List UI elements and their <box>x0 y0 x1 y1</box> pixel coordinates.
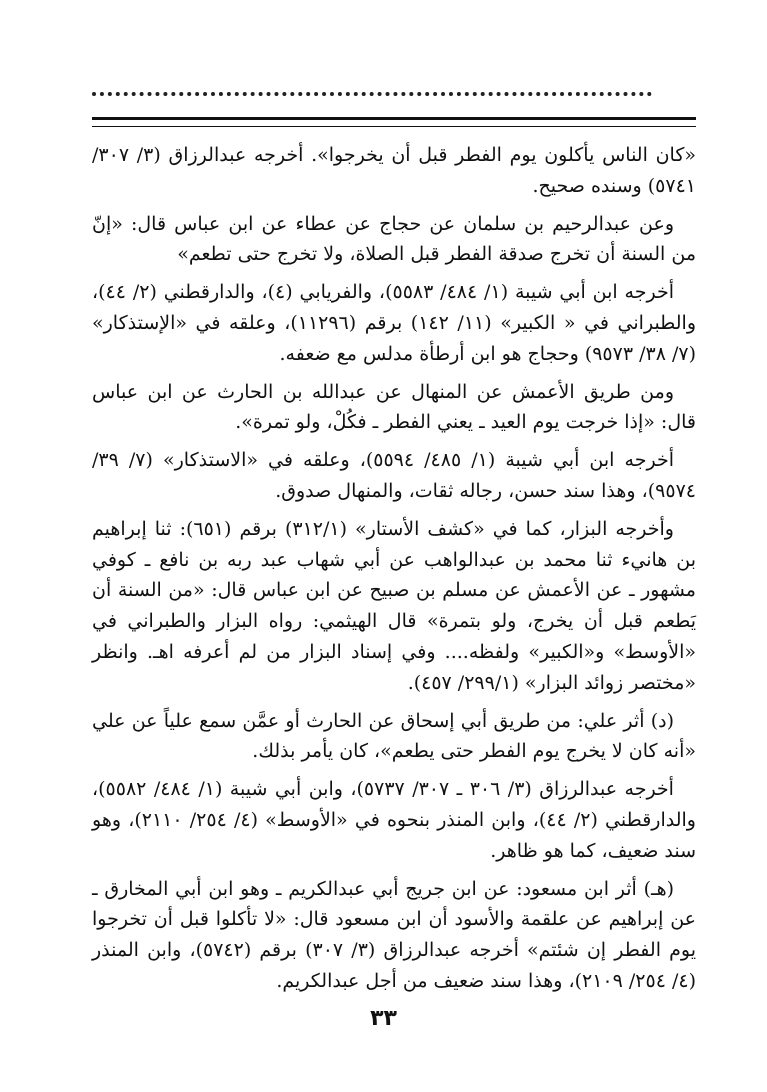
paragraph-7: (د) أثر علي: من طريق أبي إسحاق عن الحارث أو عمَّن سمع علياً عن علي «أنه كان لا يخرج يوم الفطر حتى يطعم»، كان يأمر بذلك. <box>92 709 696 763</box>
page-body <box>92 140 696 1004</box>
header-rule-thin <box>92 126 696 127</box>
paragraph-9: (هـ) أثر ابن مسعود: عن ابن جريج أبي عبدالكريم ـ وهو ابن أبي المخارق ـ عن إبراهيم عن علقمة والأسود أن ابن مسعود قال: «لا تأكلوا قبل أن تخرجوا يوم الفطر إن شئتم» أخرجه عبدالرزاق (٣/ ٣٠٧) برقم (٥٧٤٢)، وابن المنذر (٤/ ٢٥٤/ ٢١٠٩)، وهذا سند ضعيف من أجل عبدالكريم. <box>92 877 697 992</box>
paragraph-6: وأخرجه البزار، كما في «كشف الأستار» (٣١٢/١) برقم (٦٥١): ثنا إبراهيم بن هانيء ثنا محمد بن عبدالواهب عن أبي شهاب عبد ربه بن نافع ـ كوفي مشهور ـ عن الأعمش عن مسلم بن صبيح عن ابن عباس قال: «من السنة أن يَطعم قبل أن يخرج، ولو بتمرة» قال الهيثمي: رواه البزار والطبراني في «الأوسط» و«الكبير» ولفظه.... وفي إسناد البزار من لم أعرفه اهـ. وانظر «مختصر زوائد البزار» (٢٩٩/١/ ٤٥٧). <box>92 517 696 694</box>
paragraph-2: وعن عبدالرحيم بن سلمان عن حجاج عن عطاء عن ابن عباس قال: «إنّ من السنة أن تخرج صدقة الفطر قبل الصلاة، ولا تخرج حتى تطعم» <box>92 212 696 266</box>
page-number: ٣٣ <box>370 1006 397 1031</box>
paragraph-4: ومن طريق الأعمش عن المنهال عن عبدالله بن الحارث عن ابن عباس قال: «إذا خرجت يوم العيد ـ يعني الفطر ـ فكُلْ، ولو تمرة». <box>92 380 696 434</box>
header-rule-thick <box>92 117 696 120</box>
paragraph-1: «كان الناس يأكلون يوم الفطر قبل أن يخرجوا». أخرجه عبدالرزاق (٣/ ٣٠٧/ ٥٧٤١) وسنده صحيح. <box>92 144 696 197</box>
paragraph-8: أخرجه عبدالرزاق (٣/ ٣٠٦ ـ ٣٠٧/ ٥٧٣٧)، وابن أبي شيبة (١/ ٤٨٤/ ٥٥٨٢)، والدارقطني (٢/ ٤٤)، وابن المنذر بنحوه في «الأوسط» (٤/ ٢٥٤/ ٢١١٠)، وهو سند ضعيف، كما هو ظاهر. <box>92 778 696 862</box>
header-dotted-line <box>92 86 652 96</box>
paragraph-3: أخرجه ابن أبي شيبة (١/ ٤٨٤/ ٥٥٨٣)، والفريابي (٤)، والدارقطني (٢/ ٤٤)، والطبراني في « الكبير» (١١/ ١٤٢) برقم (١١٢٩٦)، وعلقه في «الإستذكار» (٧/ ٣٨/ ٩٥٧٣) وحجاج هو ابن أرطأة مدلس مع ضعفه. <box>92 281 697 365</box>
paragraph-5: أخرجه ابن أبي شيبة (١/ ٤٨٥/ ٥٥٩٤)، وعلقه في «الاستذكار» (٧/ ٣٩/ ٩٥٧٤)، وهذا سند حسن، رجاله ثقات، والمنهال صدوق. <box>92 449 696 502</box>
